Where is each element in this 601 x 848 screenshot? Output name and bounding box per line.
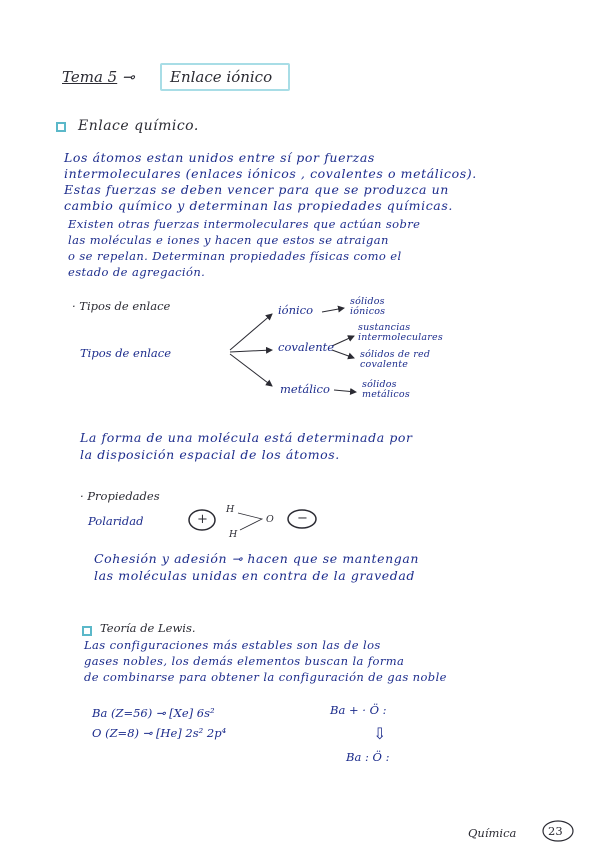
lewis-reactants: Ba + · Ö : [330,703,387,717]
branch-covalente: covalente [278,340,335,354]
atom-h2: H [229,529,238,540]
atom-h1: H [226,504,235,515]
title-number: Tema 5 [62,68,118,86]
para1-line2: intermoleculares (enlaces iónicos , covalentes o metálicos). [64,166,477,181]
result-sustancias: sustancias intermoleculares [358,322,443,343]
para1-line3: Estas fuerzas se deben vencer para que se produzca un [64,182,449,197]
plus-sign: + [197,512,208,527]
lewis-heading: Teoría de Lewis. [100,621,196,635]
lewis-line2: gases nobles, los demás elementos buscan la forma [84,654,405,668]
para1-line4: cambio químico y determinan las propiedades químicas. [64,198,453,213]
section-heading-enlace: Enlace químico. [78,118,199,134]
result-solidos-ionicos: sólidos iónicos [350,296,386,317]
para1-line1: Los átomos estan unidos entre sí por fuerzas [64,150,375,165]
config-ba: Ba (Z=56) ⊸ [Xe] 6s² [92,706,215,720]
bond-types-bullet: · Tipos de enlace [72,299,171,313]
lewis-line3: de combinarse para obtener la configuración de gas noble [84,670,447,684]
bond-types-root: Tipos de enlace [80,346,172,360]
properties-bullet: · Propiedades [80,489,160,503]
atom-o: O [266,514,274,525]
title-topic: Enlace iónico [170,68,273,86]
result-solidos-red: sólidos de red covalente [360,349,431,370]
footer-page-number: 23 [548,824,563,838]
branch-metalico: metálico [280,382,330,396]
lewis-product: Ba : Ö : [346,750,390,764]
shape-line1: La forma de una molécula está determinada por [80,430,413,445]
para2-line2: las moléculas e iones y hacen que estos se atraigan [68,233,389,247]
para2-line4: estado de agregación. [68,265,206,279]
lewis-line1: Las configuraciones más estables son las de los [84,638,381,652]
result-solidos-metalicos: sólidos metálicos [362,379,410,400]
branch-ionico: iónico [278,303,314,317]
para2-line3: o se repelan. Determinan propiedades físicas como el [68,249,402,263]
para2-line1: Existen otras fuerzas intermoleculares que actúan sobre [68,217,421,231]
lewis-down-arrow-icon: ⇩ [373,724,387,743]
cohesion-line2: las moléculas unidas en contra de la gravedad [94,568,416,583]
config-o: O (Z=8) ⊸ [He] 2s² 2p⁴ [92,726,227,740]
title-arrow: ⊸ [121,68,135,86]
polarity-label: Polaridad [88,514,144,528]
footer-subject: Química [468,826,517,840]
cohesion-line1: Cohesión y adesión ⊸ hacen que se mantengan [94,551,420,566]
shape-line2: la disposición espacial de los átomos. [80,447,340,462]
minus-sign: − [297,511,308,526]
